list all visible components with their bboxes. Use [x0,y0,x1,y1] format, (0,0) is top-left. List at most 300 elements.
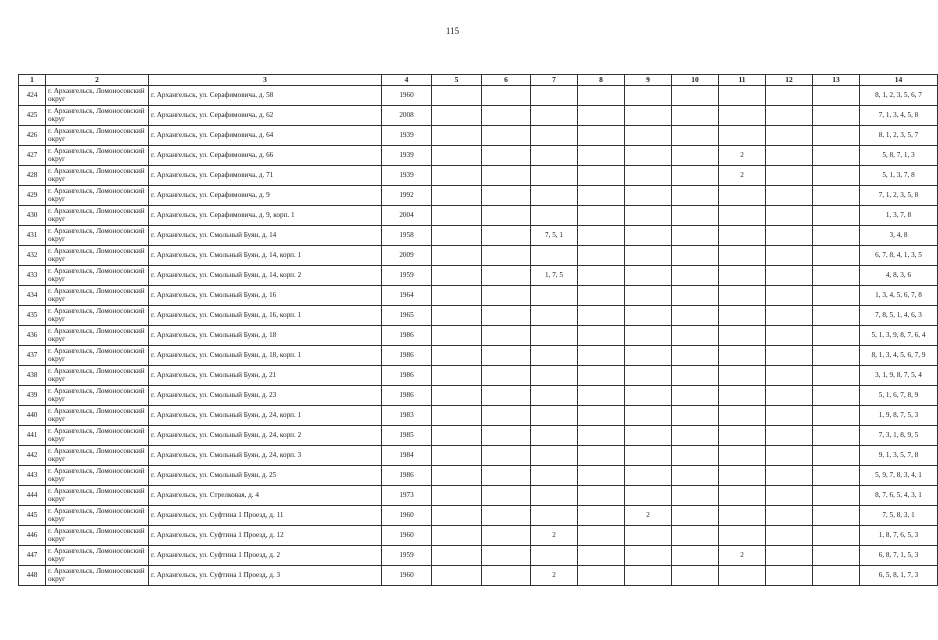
table-row [19,186,938,206]
year-cell: 1960 [382,506,432,526]
col10-cell [672,246,719,266]
col8-cell [578,226,625,246]
col9-cell [625,406,672,426]
address-cell: г. Архангельск, ул. Смольный Буян, д. 21 [149,366,382,386]
column-header-3: 3 [149,75,382,86]
col10-cell [672,146,719,166]
col6-cell [482,526,531,546]
year-cell: 1983 [382,406,432,426]
col10-cell [672,226,719,246]
col6-cell [482,86,531,106]
col14-cell: 3, 4, 8 [860,226,938,246]
district-cell: г. Архангельск, Ломоносовский округ [46,446,149,466]
col6-cell [482,466,531,486]
table-row [19,446,938,466]
col9-cell [625,266,672,286]
col11-cell [719,86,766,106]
col13-cell [813,346,860,366]
col12-cell [766,426,813,446]
address-cell: г. Архангельск, ул. Серафимовича, д. 64 [149,126,382,146]
row-number: 441 [19,426,46,446]
col12-cell [766,326,813,346]
district-cell: г. Архангельск, Ломоносовский округ [46,426,149,446]
col10-cell [672,446,719,466]
col14-cell: 5, 8, 7, 1, 3 [860,146,938,166]
column-header-1: 1 [19,75,46,86]
year-cell: 1960 [382,86,432,106]
year-cell: 1986 [382,326,432,346]
col5-cell [432,86,482,106]
address-cell: г. Архангельск, ул. Смольный Буян, д. 14, корп. 1 [149,246,382,266]
col7-cell [531,306,578,326]
col13-cell [813,406,860,426]
col5-cell [432,466,482,486]
year-cell: 1973 [382,486,432,506]
col6-cell [482,426,531,446]
col10-cell [672,106,719,126]
col11-cell: 2 [719,146,766,166]
col14-cell: 6, 8, 7, 1, 5, 3 [860,546,938,566]
col8-cell [578,386,625,406]
col8-cell [578,346,625,366]
address-cell: г. Архангельск, ул. Серафимовича, д. 58 [149,86,382,106]
col5-cell [432,486,482,506]
column-header-14: 14 [860,75,938,86]
district-cell: г. Архангельск, Ломоносовский округ [46,206,149,226]
col6-cell [482,446,531,466]
col12-cell [766,226,813,246]
col6-cell [482,386,531,406]
col7-cell [531,326,578,346]
col6-cell [482,206,531,226]
year-cell: 1985 [382,426,432,446]
row-number: 442 [19,446,46,466]
col11-cell: 2 [719,546,766,566]
district-cell: г. Архангельск, Ломоносовский округ [46,306,149,326]
col6-cell [482,346,531,366]
col12-cell [766,406,813,426]
col12-cell [766,546,813,566]
col11-cell [719,306,766,326]
col8-cell [578,126,625,146]
col10-cell [672,86,719,106]
table-row [19,206,938,226]
table-row [19,366,938,386]
column-header-11: 11 [719,75,766,86]
col13-cell [813,186,860,206]
district-cell: г. Архангельск, Ломоносовский округ [46,466,149,486]
col14-cell: 8, 1, 2, 3, 5, 6, 7 [860,86,938,106]
col14-cell: 5, 1, 3, 7, 8 [860,166,938,186]
col11-cell [719,226,766,246]
col8-cell [578,566,625,586]
col9-cell [625,386,672,406]
col13-cell [813,446,860,466]
row-number: 445 [19,506,46,526]
col9-cell [625,466,672,486]
col6-cell [482,326,531,346]
col11-cell [719,386,766,406]
col5-cell [432,186,482,206]
col11-cell [719,326,766,346]
col14-cell: 7, 5, 8, 3, 1 [860,506,938,526]
col12-cell [766,466,813,486]
col12-cell [766,186,813,206]
col5-cell [432,246,482,266]
year-cell: 1986 [382,346,432,366]
year-cell: 1964 [382,286,432,306]
col7-cell: 7, 5, 1 [531,226,578,246]
page-number: 115 [445,26,460,36]
column-header-2: 2 [46,75,149,86]
col13-cell [813,506,860,526]
col14-cell: 9, 1, 3, 5, 7, 8 [860,446,938,466]
table-row [19,526,938,546]
col8-cell [578,426,625,446]
col13-cell [813,326,860,346]
row-number: 428 [19,166,46,186]
col11-cell [719,246,766,266]
col14-cell: 8, 1, 3, 4, 5, 6, 7, 9 [860,346,938,366]
col8-cell [578,446,625,466]
table-row [19,306,938,326]
column-header-7: 7 [531,75,578,86]
col7-cell [531,106,578,126]
col14-cell: 5, 9, 7, 8, 3, 4, 1 [860,466,938,486]
column-header-8: 8 [578,75,625,86]
district-cell: г. Архангельск, Ломоносовский округ [46,546,149,566]
col13-cell [813,286,860,306]
col14-cell: 6, 7, 8, 4, 1, 3, 5 [860,246,938,266]
col11-cell [719,486,766,506]
district-cell: г. Архангельск, Ломоносовский округ [46,486,149,506]
col8-cell [578,506,625,526]
address-cell: г. Архангельск, ул. Серафимовича, д. 66 [149,146,382,166]
col13-cell [813,566,860,586]
col8-cell [578,86,625,106]
column-header-9: 9 [625,75,672,86]
col14-cell: 7, 1, 3, 4, 5, 8 [860,106,938,126]
col7-cell [531,386,578,406]
col13-cell [813,146,860,166]
col14-cell: 1, 9, 8, 7, 5, 3 [860,406,938,426]
district-cell: г. Архангельск, Ломоносовский округ [46,246,149,266]
table-body [19,86,938,586]
col6-cell [482,126,531,146]
col10-cell [672,126,719,146]
table-row [19,406,938,426]
col5-cell [432,146,482,166]
address-cell: г. Архангельск, ул. Смольный Буян, д. 14 [149,226,382,246]
col10-cell [672,346,719,366]
col12-cell [766,86,813,106]
col8-cell [578,366,625,386]
year-cell: 1959 [382,546,432,566]
district-cell: г. Архангельск, Ломоносовский округ [46,386,149,406]
row-number: 433 [19,266,46,286]
col6-cell [482,226,531,246]
col6-cell [482,566,531,586]
row-number: 438 [19,366,46,386]
table-row [19,326,938,346]
col8-cell [578,246,625,266]
col11-cell [719,446,766,466]
col5-cell [432,566,482,586]
col13-cell [813,86,860,106]
address-cell: г. Архангельск, ул. Суфтина 1 Проезд, д. 12 [149,526,382,546]
table-row [19,246,938,266]
col12-cell [766,306,813,326]
address-cell: г. Архангельск, ул. Серафимовича, д. 9 [149,186,382,206]
col6-cell [482,286,531,306]
col9-cell [625,126,672,146]
table-row [19,566,938,586]
year-cell: 1960 [382,566,432,586]
district-cell: г. Архангельск, Ломоносовский округ [46,506,149,526]
col9-cell [625,546,672,566]
col7-cell: 2 [531,566,578,586]
col8-cell [578,486,625,506]
data-table [18,74,938,586]
col9-cell [625,206,672,226]
col11-cell [719,106,766,126]
row-number: 447 [19,546,46,566]
col13-cell [813,206,860,226]
year-cell: 1939 [382,126,432,146]
col7-cell [531,406,578,426]
district-cell: г. Архангельск, Ломоносовский округ [46,286,149,306]
col9-cell [625,486,672,506]
col13-cell [813,126,860,146]
address-cell: г. Архангельск, ул. Серафимовича, д. 71 [149,166,382,186]
col10-cell [672,386,719,406]
col9-cell [625,446,672,466]
col12-cell [766,286,813,306]
row-number: 436 [19,326,46,346]
table-row [19,506,938,526]
address-cell: г. Архангельск, ул. Смольный Буян, д. 18, корп. 1 [149,346,382,366]
col14-cell: 8, 7, 6, 5, 4, 3, 1 [860,486,938,506]
row-number: 426 [19,126,46,146]
district-cell: г. Архангельск, Ломоносовский округ [46,566,149,586]
year-cell: 2008 [382,106,432,126]
row-number: 424 [19,86,46,106]
col5-cell [432,326,482,346]
address-cell: г. Архангельск, ул. Суфтина 1 Проезд, д. 11 [149,506,382,526]
col13-cell [813,546,860,566]
col6-cell [482,106,531,126]
col14-cell: 7, 1, 2, 3, 5, 8 [860,186,938,206]
col5-cell [432,346,482,366]
col7-cell [531,206,578,226]
col7-cell [531,546,578,566]
district-cell: г. Архангельск, Ломоносовский округ [46,226,149,246]
column-header-13: 13 [813,75,860,86]
address-cell: г. Архангельск, ул. Серафимовича, д. 62 [149,106,382,126]
col14-cell: 5, 1, 3, 9, 8, 7, 6, 4 [860,326,938,346]
table-row [19,166,938,186]
table-row [19,386,938,406]
col12-cell [766,106,813,126]
col13-cell [813,486,860,506]
row-number: 443 [19,466,46,486]
district-cell: г. Архангельск, Ломоносовский округ [46,266,149,286]
col9-cell [625,566,672,586]
year-cell: 1939 [382,146,432,166]
table-row [19,546,938,566]
row-number: 430 [19,206,46,226]
col5-cell [432,226,482,246]
col9-cell [625,86,672,106]
col6-cell [482,306,531,326]
col11-cell [719,286,766,306]
col9-cell [625,246,672,266]
col12-cell [766,206,813,226]
col10-cell [672,326,719,346]
col13-cell [813,366,860,386]
district-cell: г. Архангельск, Ломоносовский округ [46,346,149,366]
col7-cell [531,366,578,386]
col14-cell: 1, 3, 7, 8 [860,206,938,226]
col13-cell [813,106,860,126]
col12-cell [766,346,813,366]
col5-cell [432,406,482,426]
table-row [19,86,938,106]
district-cell: г. Архангельск, Ломоносовский округ [46,106,149,126]
col8-cell [578,146,625,166]
address-cell: г. Архангельск, ул. Смольный Буян, д. 24, корп. 2 [149,426,382,446]
col6-cell [482,266,531,286]
col14-cell: 5, 1, 6, 7, 8, 9 [860,386,938,406]
col5-cell [432,206,482,226]
col13-cell [813,266,860,286]
col6-cell [482,406,531,426]
col9-cell [625,286,672,306]
table-row [19,226,938,246]
col11-cell [719,526,766,546]
address-cell: г. Архангельск, ул. Суфтина 1 Проезд, д. 3 [149,566,382,586]
year-cell: 1986 [382,366,432,386]
col7-cell: 1, 7, 5 [531,266,578,286]
year-cell: 1986 [382,386,432,406]
col13-cell [813,246,860,266]
col7-cell [531,486,578,506]
table-row [19,486,938,506]
table-row [19,126,938,146]
year-cell: 1939 [382,166,432,186]
col12-cell [766,266,813,286]
col7-cell [531,466,578,486]
col5-cell [432,286,482,306]
col10-cell [672,526,719,546]
district-cell: г. Архангельск, Ломоносовский округ [46,526,149,546]
col5-cell [432,386,482,406]
col12-cell [766,386,813,406]
col10-cell [672,506,719,526]
row-number: 431 [19,226,46,246]
col11-cell: 2 [719,166,766,186]
address-cell: г. Архангельск, ул. Смольный Буян, д. 16, корп. 1 [149,306,382,326]
col10-cell [672,486,719,506]
year-cell: 1959 [382,266,432,286]
col5-cell [432,446,482,466]
col10-cell [672,546,719,566]
col8-cell [578,546,625,566]
col13-cell [813,386,860,406]
row-number: 440 [19,406,46,426]
col11-cell [719,206,766,226]
table-row [19,466,938,486]
row-number: 432 [19,246,46,266]
col8-cell [578,106,625,126]
col13-cell [813,426,860,446]
col13-cell [813,306,860,326]
col13-cell [813,226,860,246]
col10-cell [672,566,719,586]
col14-cell: 1, 3, 4, 5, 6, 7, 8 [860,286,938,306]
col12-cell [766,566,813,586]
col8-cell [578,166,625,186]
column-header-6: 6 [482,75,531,86]
col13-cell [813,466,860,486]
col14-cell: 1, 8, 7, 6, 5, 3 [860,526,938,546]
column-header-10: 10 [672,75,719,86]
col12-cell [766,166,813,186]
col11-cell [719,266,766,286]
col12-cell [766,246,813,266]
col5-cell [432,306,482,326]
district-cell: г. Архангельск, Ломоносовский округ [46,126,149,146]
year-cell: 1958 [382,226,432,246]
col14-cell: 4, 8, 3, 6 [860,266,938,286]
col7-cell [531,86,578,106]
col7-cell [531,146,578,166]
col5-cell [432,166,482,186]
col10-cell [672,466,719,486]
col8-cell [578,186,625,206]
col7-cell: 2 [531,526,578,546]
column-header-4: 4 [382,75,432,86]
col6-cell [482,366,531,386]
col10-cell [672,286,719,306]
col9-cell [625,106,672,126]
year-cell: 1965 [382,306,432,326]
col10-cell [672,166,719,186]
col11-cell [719,506,766,526]
col12-cell [766,366,813,386]
address-cell: г. Архангельск, ул. Смольный Буян, д. 24, корп. 3 [149,446,382,466]
col11-cell [719,126,766,146]
col11-cell [719,426,766,446]
table-row [19,266,938,286]
table-header [19,75,938,86]
col6-cell [482,166,531,186]
col6-cell [482,506,531,526]
district-cell: г. Архангельск, Ломоносовский округ [46,326,149,346]
col8-cell [578,266,625,286]
table-row [19,346,938,366]
col8-cell [578,326,625,346]
column-header-12: 12 [766,75,813,86]
col13-cell [813,166,860,186]
col9-cell [625,146,672,166]
col14-cell: 7, 3, 1, 8, 9, 5 [860,426,938,446]
col12-cell [766,146,813,166]
col10-cell [672,266,719,286]
col11-cell [719,366,766,386]
col14-cell: 8, 1, 2, 3, 5, 7 [860,126,938,146]
col11-cell [719,186,766,206]
